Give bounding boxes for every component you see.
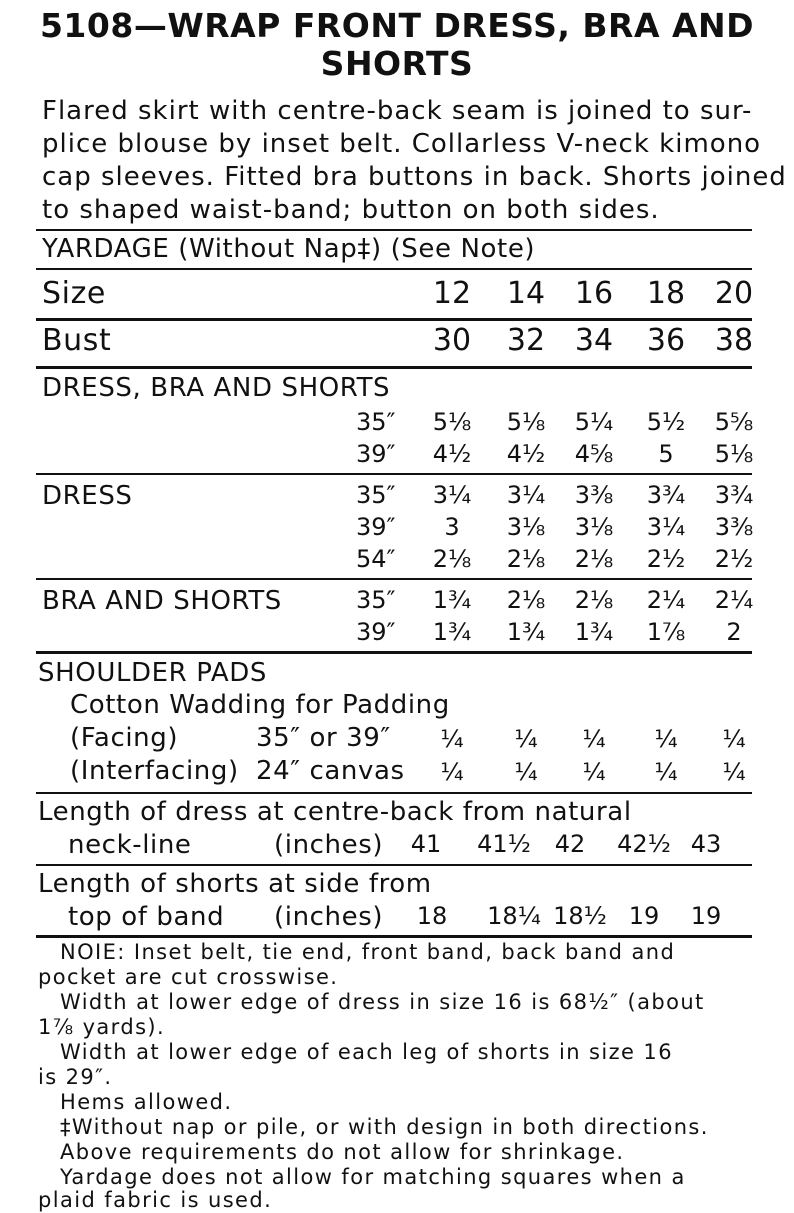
note-line: Width at lower edge of dress in size 16 is 68½″ (about bbox=[60, 990, 705, 1014]
bust-value: 30 bbox=[432, 323, 472, 358]
yardage-value: 5½ bbox=[646, 408, 686, 436]
size-value: 18 bbox=[646, 276, 686, 311]
yardage-value: 3¼ bbox=[506, 481, 546, 509]
divider bbox=[36, 935, 752, 938]
divider bbox=[36, 578, 752, 580]
note-line: plaid fabric is used. bbox=[38, 1188, 273, 1212]
pad-value: ¼ bbox=[514, 725, 538, 753]
yardage-value: 2¼ bbox=[714, 586, 754, 614]
yardage-value: 2⅛ bbox=[506, 545, 546, 573]
note-line: Width at lower edge of each leg of shorts in size 16 bbox=[60, 1040, 673, 1064]
bust-value: 32 bbox=[506, 323, 546, 358]
shorts-length-line-1: Length of shorts at side from bbox=[38, 869, 432, 899]
yardage-value: 4½ bbox=[432, 440, 472, 468]
yardage-value: 2⅛ bbox=[432, 545, 472, 573]
shorts-length-value: 18 bbox=[416, 902, 448, 930]
divider bbox=[36, 366, 752, 369]
pad-value: ¼ bbox=[440, 758, 464, 786]
yardage-value: 4½ bbox=[506, 440, 546, 468]
divider bbox=[36, 864, 752, 866]
dress-length-value: 43 bbox=[690, 830, 722, 858]
yardage-value: 3⅛ bbox=[506, 513, 546, 541]
pad-value: ¼ bbox=[582, 758, 606, 786]
fabric-width: 54″ bbox=[356, 545, 396, 573]
size-value: 20 bbox=[714, 276, 754, 311]
facing-spec: 35″ or 39″ bbox=[256, 723, 391, 753]
note-line: ‡Without nap or pile, or with design in both directions. bbox=[60, 1115, 709, 1139]
section-label-dress-bra-shorts: DRESS, BRA AND SHORTS bbox=[42, 373, 391, 403]
note-line: Hems allowed. bbox=[60, 1090, 233, 1114]
size-label: Size bbox=[42, 276, 106, 311]
shorts-length-value: 19 bbox=[690, 902, 722, 930]
page-title-line-1: 5108—WRAP FRONT DRESS, BRA AND bbox=[39, 6, 755, 45]
yardage-value: 3⅛ bbox=[574, 513, 614, 541]
divider bbox=[36, 792, 752, 794]
pad-value: ¼ bbox=[654, 758, 678, 786]
note-line: NOIE: Inset belt, tie end, front band, back band and bbox=[60, 940, 676, 964]
yardage-value: 1¾ bbox=[574, 618, 614, 646]
section-label-bra-shorts: BRA AND SHORTS bbox=[42, 586, 282, 616]
yardage-value: 1¾ bbox=[432, 618, 472, 646]
shorts-length-value: 18½ bbox=[553, 902, 607, 930]
pad-value: ¼ bbox=[514, 758, 538, 786]
bust-label: Bust bbox=[42, 323, 112, 358]
divider bbox=[36, 651, 752, 654]
yardage-value: 5⅛ bbox=[432, 408, 472, 436]
yardage-value: 5¼ bbox=[574, 408, 614, 436]
dress-length-line-1: Length of dress at centre-back from natural bbox=[38, 797, 632, 827]
yardage-value: 2½ bbox=[714, 545, 754, 573]
yardage-value: 3 bbox=[444, 513, 460, 541]
dress-length-value: 41 bbox=[410, 830, 442, 858]
yardage-value: 2 bbox=[726, 618, 742, 646]
yardage-value: 3⅜ bbox=[714, 513, 754, 541]
yardage-value: 2⅛ bbox=[506, 586, 546, 614]
note-line: is 29″. bbox=[38, 1065, 113, 1089]
yardage-value: 5 bbox=[658, 440, 674, 468]
description-line-1: Flared skirt with centre-back seam is joined to sur- bbox=[42, 96, 753, 126]
divider bbox=[36, 473, 752, 475]
pad-value: ¼ bbox=[654, 725, 678, 753]
dress-length-value: 41½ bbox=[477, 830, 531, 858]
note-line: Above requirements do not allow for shrinkage. bbox=[60, 1140, 625, 1164]
divider bbox=[36, 318, 752, 321]
size-value: 16 bbox=[574, 276, 614, 311]
pad-value: ¼ bbox=[722, 725, 746, 753]
yardage-value: 3¾ bbox=[646, 481, 686, 509]
shorts-length-value: 18¼ bbox=[487, 902, 541, 930]
yardage-value: 3⅜ bbox=[574, 481, 614, 509]
yardage-value: 1¾ bbox=[506, 618, 546, 646]
yardage-value: 5⅛ bbox=[506, 408, 546, 436]
fabric-width: 39″ bbox=[356, 513, 396, 541]
shoulder-pads-sub: Cotton Wadding for Padding bbox=[70, 690, 450, 720]
interfacing-spec: 24″ canvas bbox=[256, 756, 405, 786]
size-value: 12 bbox=[432, 276, 472, 311]
description-line-2: plice blouse by inset belt. Collarless V-neck kimono bbox=[42, 129, 762, 159]
divider bbox=[36, 268, 752, 270]
interfacing-label: (Interfacing) bbox=[70, 756, 239, 786]
yardage-value: 3¼ bbox=[646, 513, 686, 541]
shoulder-pads-label: SHOULDER PADS bbox=[38, 658, 267, 688]
yardage-value: 4⅝ bbox=[574, 440, 614, 468]
fabric-width: 39″ bbox=[356, 618, 396, 646]
yardage-value: 1¾ bbox=[432, 586, 472, 614]
fabric-width: 35″ bbox=[356, 408, 396, 436]
yardage-value: 2⅛ bbox=[574, 545, 614, 573]
section-label-dress: DRESS bbox=[42, 481, 133, 511]
shorts-length-value: 19 bbox=[628, 902, 660, 930]
bust-value: 34 bbox=[574, 323, 614, 358]
yardage-value: 3¾ bbox=[714, 481, 754, 509]
fabric-width: 35″ bbox=[356, 586, 396, 614]
facing-label: (Facing) bbox=[70, 723, 179, 753]
pad-value: ¼ bbox=[582, 725, 606, 753]
fabric-width: 35″ bbox=[356, 481, 396, 509]
yardage-value: 1⅞ bbox=[646, 618, 686, 646]
yardage-header: YARDAGE (Without Nap‡) (See Note) bbox=[42, 234, 536, 264]
shorts-length-line-2: top of band bbox=[68, 902, 225, 932]
dress-length-line-2: neck-line bbox=[68, 830, 192, 860]
fabric-width: 39″ bbox=[356, 440, 396, 468]
note-line: pocket are cut crosswise. bbox=[38, 965, 339, 989]
yardage-value: 3¼ bbox=[432, 481, 472, 509]
page-title-line-2: SHORTS bbox=[320, 44, 474, 83]
description-line-4: to shaped waist-band; button on both sides. bbox=[42, 195, 660, 225]
note-line: 1⅞ yards). bbox=[38, 1015, 166, 1039]
dress-length-value: 42½ bbox=[617, 830, 671, 858]
dress-length-unit: (inches) bbox=[274, 830, 384, 860]
yardage-value: 5⅛ bbox=[714, 440, 754, 468]
pad-value: ¼ bbox=[722, 758, 746, 786]
pad-value: ¼ bbox=[440, 725, 464, 753]
yardage-value: 5⅝ bbox=[714, 408, 754, 436]
bust-value: 36 bbox=[646, 323, 686, 358]
yardage-value: 2½ bbox=[646, 545, 686, 573]
note-line: Yardage does not allow for matching squares when a bbox=[60, 1165, 686, 1189]
description-line-3: cap sleeves. Fitted bra buttons in back. Shorts joined bbox=[42, 162, 787, 192]
dress-length-value: 42 bbox=[554, 830, 586, 858]
shorts-length-unit: (inches) bbox=[274, 902, 384, 932]
bust-value: 38 bbox=[714, 323, 754, 358]
divider bbox=[36, 229, 752, 231]
size-value: 14 bbox=[506, 276, 546, 311]
yardage-value: 2¼ bbox=[646, 586, 686, 614]
yardage-value: 2⅛ bbox=[574, 586, 614, 614]
